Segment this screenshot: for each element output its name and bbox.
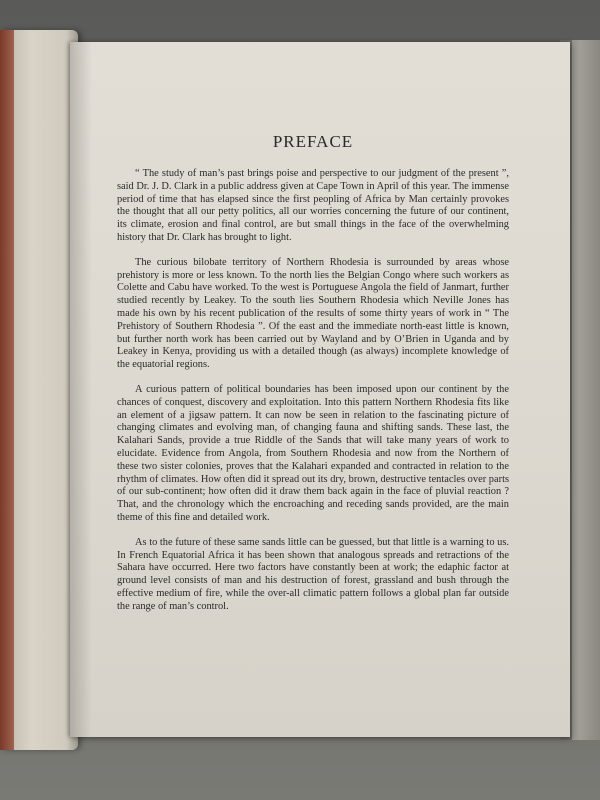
- paragraph-1: “ The study of man’s past brings poise and perspective to our judgment of the present ”, said Dr. J. D. Clark in a public address given at Cape Town in April of this year. The immense period of time that has elapsed since the first peopling of Africa by Man certainly provokes the thought that all our petty politics, all our worries concerning the future of our continent, its climate, erosion and final control, are but small things in the face of the overwhelming history that Dr. Clark has brought to light.: [117, 168, 509, 243]
- previous-page-edge: [0, 30, 78, 750]
- page-content: [117, 132, 509, 626]
- book-page: [70, 42, 570, 737]
- gutter-shadow: [70, 42, 92, 737]
- paragraph-3: A curious pattern of political boundaries has been imposed upon our continent by the chances of conquest, discovery and exploitation. Into this pattern Northern Rhodesia fits like an element of a jigsaw pattern. It can now be seen in relation to the fascinating picture of changing climates and evolving man, of changing fauna and shifting sands. These last, the Kalahari Sands, provide a true Riddle of the Sands that will take many years of work to elucidate. Evidence from Angola, from Southern Rhodesia and now from the Northern of these two sister colonies, proves that the Kalahari expanded and contracted in relation to the rhythm of climates. How often did it spread out its dry, brown, destructive tentacles over parts of our sub-continent; how often did it draw them back again in the face of pluvial reaction ? That, and the chronology which the encroaching and receding sands provided, are the main theme of this fine and detailed work.: [117, 383, 509, 523]
- paragraph-2: The curious bilobate territory of Northern Rhodesia is surrounded by areas whose prehistory is more or less known. To the north lies the Belgian Congo where such workers as Colette and Cabu have worked. To the west is Portuguese Angola the field of Janmart, further studied recently by Leakey. To the south lies Southern Rhodesia which Neville Jones has made his own by his recent publication of the results of some thirty years of work in “ The Prehistory of Southern Rhodesia ”. Of the east and the immediate north-east little is known, but further north work has been carried out by Wayland and by O’Brien in Uganda and by Leakey in Kenya, providing us with a detailed though (as always) incomplete knowledge of the equatorial regions.: [117, 256, 509, 371]
- page-title: PREFACE: [272, 132, 354, 151]
- paragraph-4: As to the future of these same sands little can be guessed, but that little is a warning to us. In French Equatorial Africa it has been shown that analogous spreads and retractions of the Sahara have occurred. Here two factors have constantly been at work; the edaphic factor at ground level consists of man and his destruction of forest, grassland and bush through the effective medium of fire, while the over-all climatic pattern follows a global plan far outside the range of man’s control.: [117, 536, 509, 612]
- book-cover-edge: [0, 30, 14, 750]
